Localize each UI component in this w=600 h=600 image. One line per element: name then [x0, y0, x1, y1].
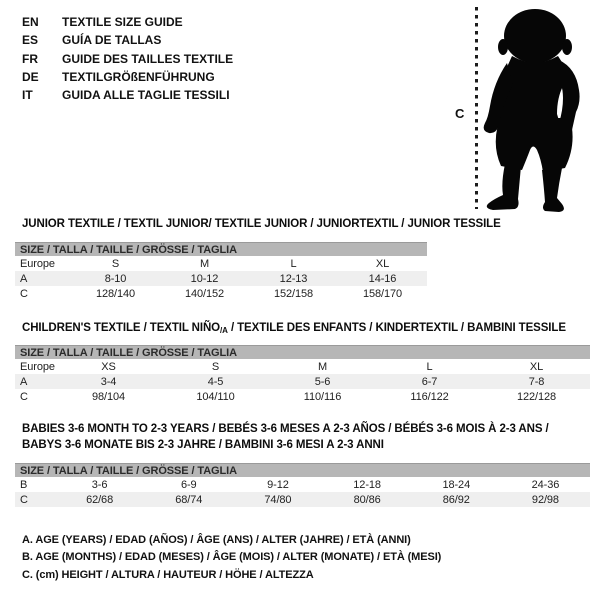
baby-silhouette-image	[482, 6, 600, 212]
table-cell: 110/116	[303, 390, 342, 403]
table-row	[15, 359, 590, 374]
table-cell: 6-7	[421, 375, 438, 388]
table-cell: L	[290, 257, 297, 270]
table-cell: 5-6	[314, 375, 331, 388]
language-row	[22, 68, 233, 86]
table-cell: 68/74	[175, 493, 203, 506]
table-cell: 122/128	[516, 390, 557, 403]
language-row	[22, 13, 233, 31]
language-row	[22, 31, 233, 49]
table-row	[15, 389, 590, 404]
section-title-children	[22, 320, 566, 339]
table-cell: 9-12	[267, 478, 289, 491]
language-code: EN	[22, 15, 39, 29]
table-cell: 116/122	[410, 390, 449, 403]
language-title: GUIDE DES TAILLES TEXTILE	[62, 51, 234, 66]
table-cell: 12-18	[353, 478, 381, 491]
table-row	[15, 374, 590, 389]
table-cell: XL	[375, 257, 390, 270]
row-label: C	[20, 287, 28, 300]
table-cell: 10-12	[190, 272, 219, 285]
row-label: A	[20, 272, 28, 285]
row-label: Europe	[20, 360, 55, 373]
table-cell: 6-9	[180, 478, 197, 491]
size-header-bar: SIZE / TALLA / TAILLE / GRÖSSE / TAGLIA	[15, 242, 427, 256]
table-cell: 12-13	[279, 272, 308, 285]
table-cell: 86/92	[442, 493, 470, 506]
table-cell: M	[199, 257, 210, 270]
language-title: TEXTILGRÖßENFÜHRUNG	[62, 69, 215, 84]
language-title: TEXTILE SIZE GUIDE	[62, 15, 183, 29]
language-title: GUIDA ALLE TAGLIE TESSILI	[62, 88, 230, 103]
language-code: DE	[22, 69, 39, 84]
table-cell: S	[111, 257, 120, 270]
table-row	[15, 286, 427, 301]
section-title-junior	[22, 216, 501, 232]
table-cell: 62/68	[86, 493, 114, 506]
table-cell: XL	[529, 360, 544, 373]
table-cell: 152/158	[273, 287, 314, 300]
size-table-children	[15, 345, 590, 404]
language-code: FR	[22, 51, 38, 66]
height-dashed-line	[475, 7, 478, 209]
table-cell: 3-6	[91, 478, 108, 491]
table-cell: 158/170	[362, 287, 403, 300]
language-title: GUÍA DE TALLAS	[62, 33, 162, 48]
section-title-line: BABYS 3-6 MONATE BIS 2-3 JAHRE / BAMBINI 3-6 MESI A 2-3 ANNI	[22, 439, 384, 451]
table-cell: S	[211, 360, 220, 373]
language-row	[22, 86, 233, 104]
row-label: A	[20, 375, 28, 388]
table-cell: 7-8	[528, 375, 545, 388]
row-label: Europe	[20, 257, 55, 270]
section-title-line: BABIES 3-6 MONTH TO 2-3 YEARS / BEBÉS 3-6 MESES A 2-3 AÑOS / BÉBÉS 3-6 MOIS À 2-3 ANS /	[22, 423, 549, 435]
size-header-bar: SIZE / TALLA / TAILLE / GRÖSSE / TAGLIA	[15, 345, 590, 359]
table-row	[15, 256, 427, 271]
measurement-legend	[22, 532, 441, 584]
row-label: C	[20, 390, 28, 403]
table-row	[15, 271, 427, 286]
language-code: IT	[22, 88, 33, 103]
table-cell: 14-16	[368, 272, 397, 285]
table-row	[15, 492, 590, 507]
height-marker-label: C	[455, 106, 465, 121]
table-cell: 74/80	[264, 493, 292, 506]
size-table-babies	[15, 463, 590, 507]
table-cell: 18-24	[442, 478, 471, 491]
row-label: B	[20, 478, 28, 491]
table-cell: M	[317, 360, 328, 373]
table-cell: 128/140	[95, 287, 136, 300]
size-table-junior	[15, 242, 427, 301]
table-cell: 3-4	[100, 375, 117, 388]
table-row	[15, 477, 590, 492]
table-cell: 80/86	[353, 493, 381, 506]
size-header-bar: SIZE / TALLA / TAILLE / GRÖSSE / TAGLIA	[15, 463, 590, 477]
language-title-list	[22, 13, 233, 104]
table-cell: 140/152	[184, 287, 225, 300]
language-code: ES	[22, 33, 39, 48]
table-cell: 4-5	[207, 375, 224, 388]
table-cell: 98/104	[91, 390, 126, 403]
section-title-line: JUNIOR TEXTILE / TEXTIL JUNIOR/ TEXTILE JUNIOR / JUNIORTEXTIL / JUNIOR TESSILE	[22, 218, 501, 230]
table-cell: L	[426, 360, 433, 373]
table-cell: 8-10	[104, 272, 127, 285]
table-cell: 24-36	[531, 478, 560, 491]
section-title-babies	[22, 421, 549, 453]
table-cell: XS	[101, 360, 116, 373]
language-row	[22, 50, 233, 68]
row-label: C	[20, 493, 28, 506]
section-title-line: CHILDREN'S TEXTILE / TEXTIL NIÑO/A / TEXTILE DES ENFANTS / KINDERTEXTIL / BAMBINI TESSILE	[22, 322, 566, 335]
table-cell: 92/98	[531, 493, 559, 506]
legend-line-c: C. (cm) HEIGHT / ALTURA / HAUTEUR / HÖHE / ALTEZZA	[22, 568, 314, 581]
legend-line-a: A. AGE (YEARS) / EDAD (AÑOS) / ÂGE (ANS) / ALTER (JAHRE) / ETÀ (ANNI)	[22, 534, 411, 546]
legend-line-b: B. AGE (MONTHS) / EDAD (MESES) / ÂGE (MOIS) / ALTER (MONATE) / ETÀ (MESI)	[22, 551, 442, 564]
table-cell: 104/110	[196, 390, 235, 403]
